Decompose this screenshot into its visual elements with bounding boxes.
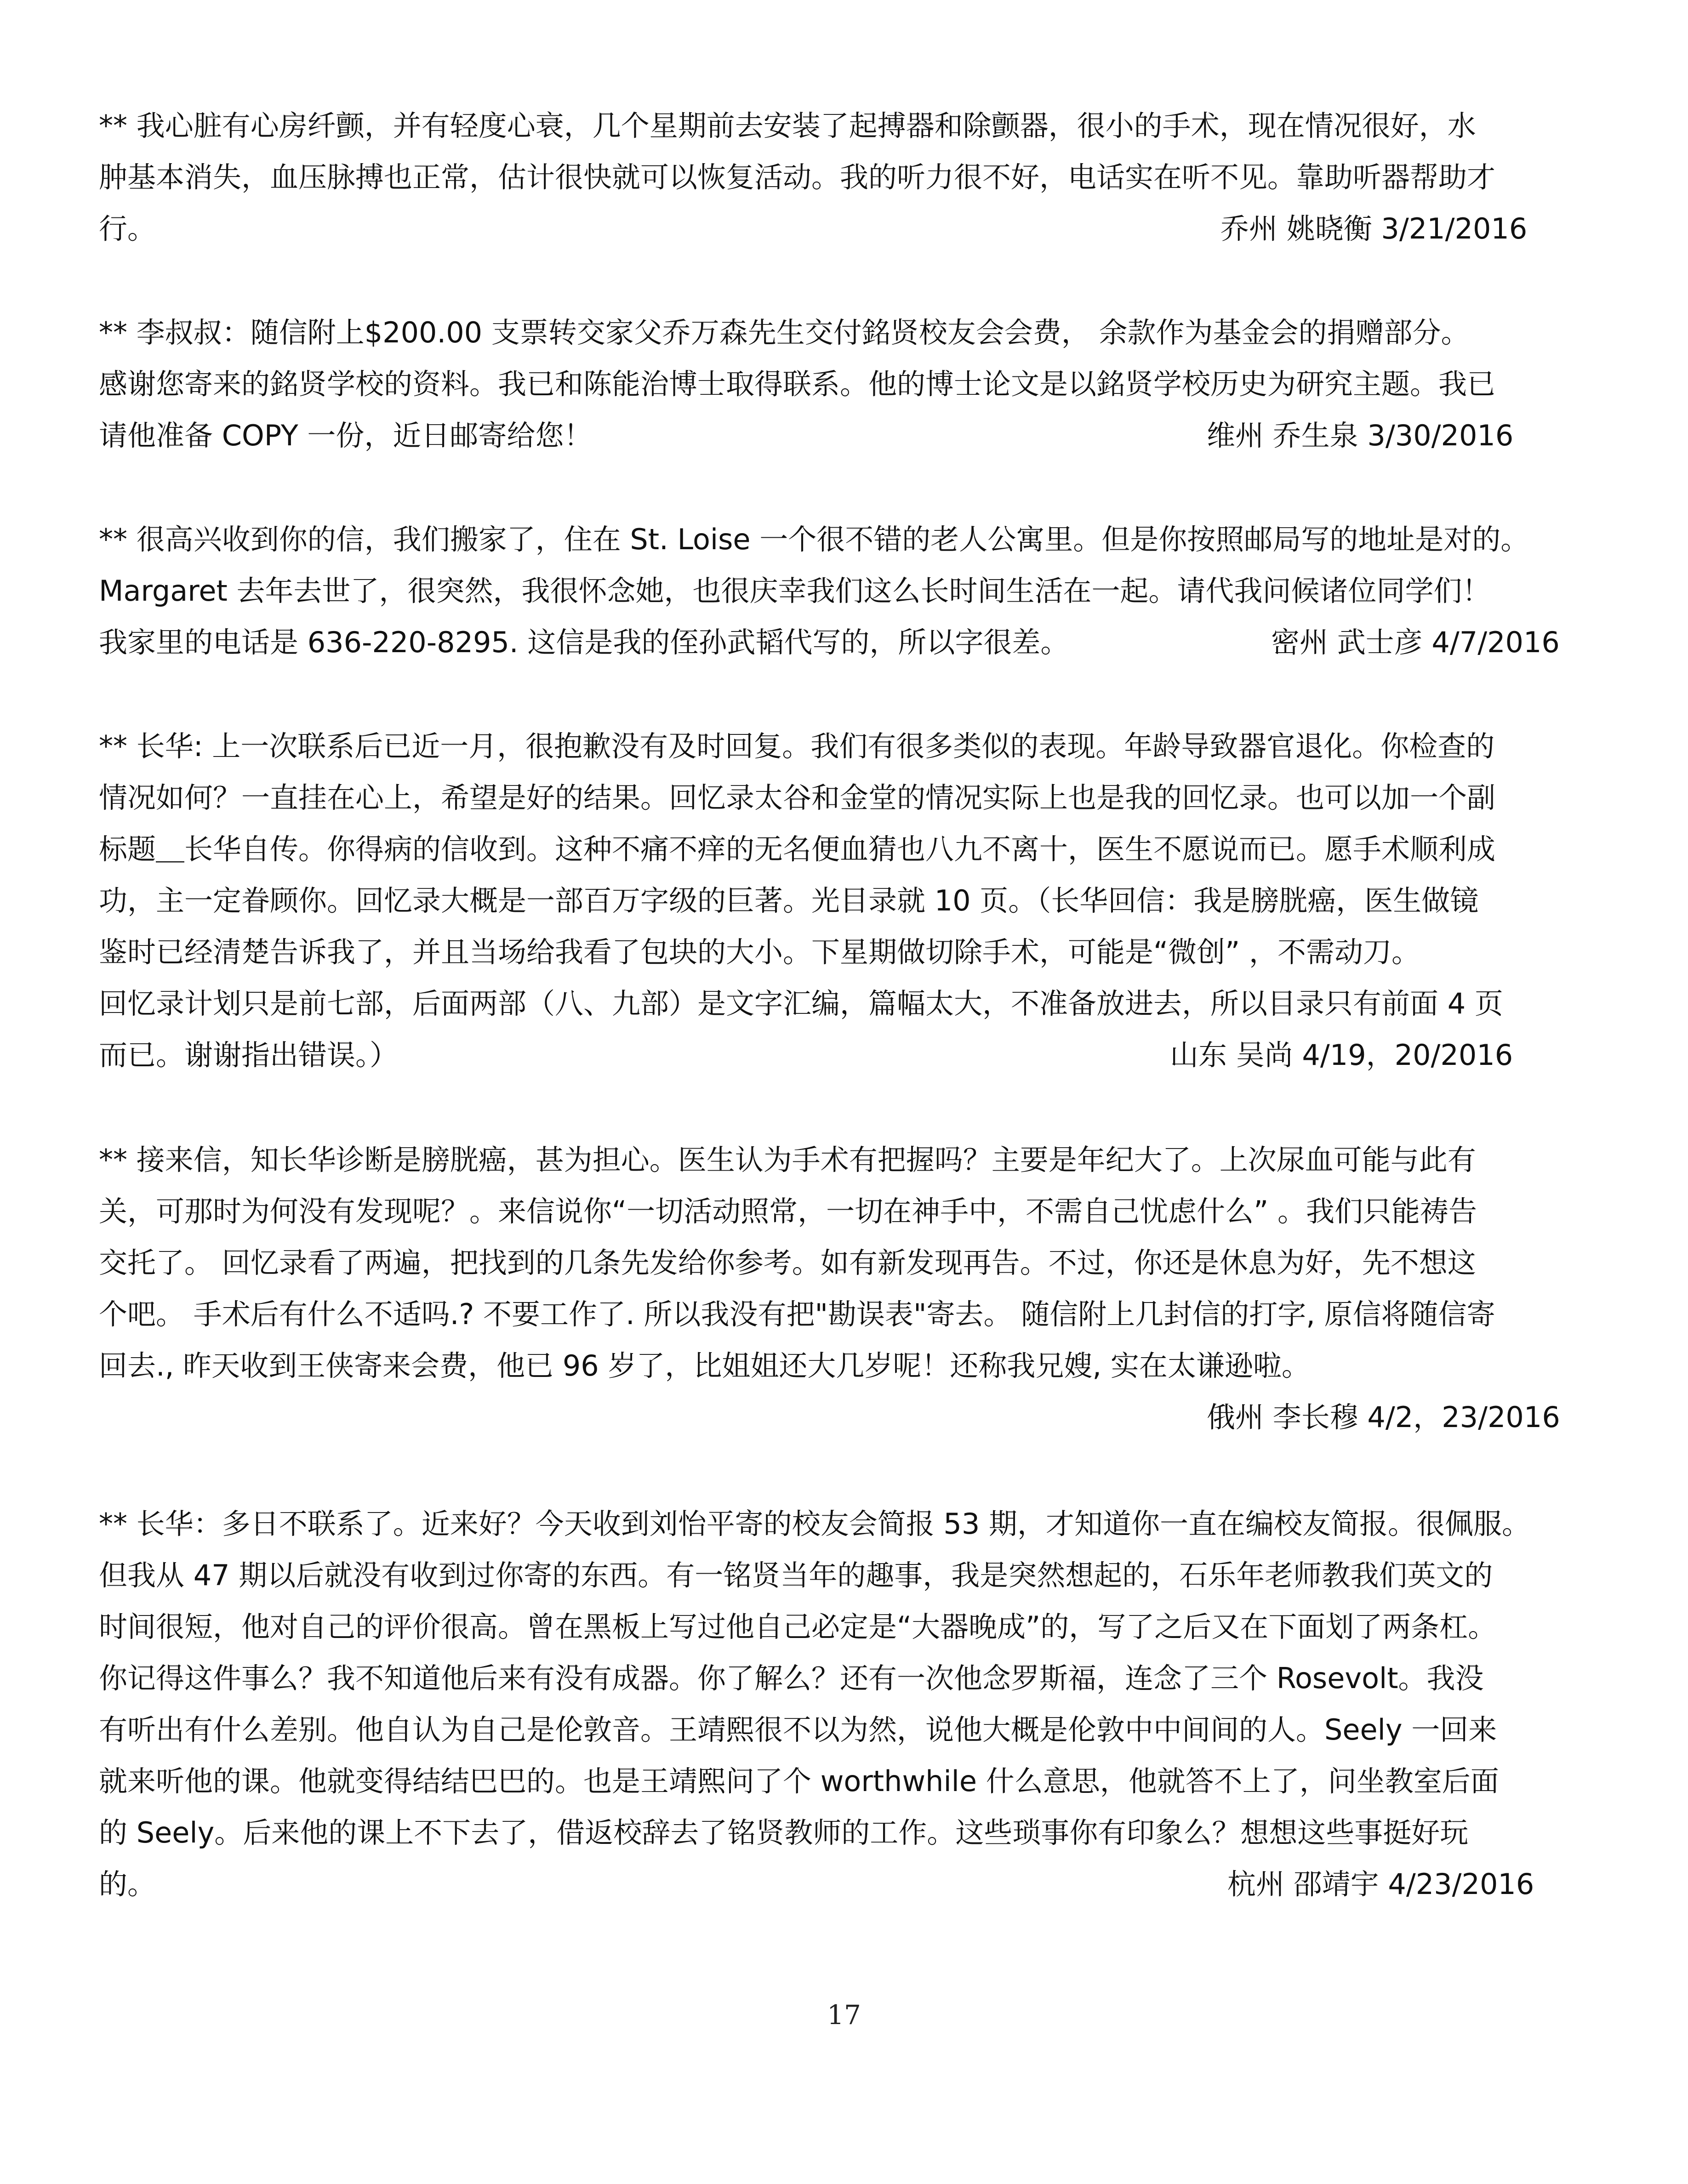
letter-line: 你记得这件事么？我不知道他后来有没有成器。你了解么？还有一次他念罗斯福，连念了三个 Rosevolt。我没 bbox=[99, 1661, 1484, 1695]
letter-line: 就来听他的课。他就变得结结巴巴的。也是王靖熙问了个 worthwhile 什么意思，他就答不上了，问坐教室后面 bbox=[99, 1764, 1499, 1798]
letter-signature: 维州 乔生泉 3/30/2016 bbox=[1207, 419, 1514, 452]
letter-line: 标题＿长华自传。你得病的信收到。这种不痛不痒的无名便血猜也八九不离十，医生不愿说而已。愿手术顺利成 bbox=[99, 832, 1496, 866]
letter-line: 而已。谢谢指出错误。） 山东 吴尚 4/19，20/2016 bbox=[99, 1029, 1611, 1081]
letter-line: 肿基本消失，血压脉搏也正常，估计很快就可以恢复活动。我的听力很不好，电话实在听不见。靠助听器帮助才 bbox=[99, 160, 1496, 194]
letter-line: 我家里的电话是 636-220-8295. 这信是我的侄孙武韬代写的，所以字很差。 密州 武士彦 4/7/2016 bbox=[99, 617, 1611, 668]
letter-line: ** 长华：多日不联系了。近来好？今天收到刘怡平寄的校友会简报 53 期，才知道你一直在编校友简报。很佩服。 bbox=[99, 1507, 1531, 1541]
letter-line: ** 很高兴收到你的信，我们搬家了，住在 St. Loise 一个很不错的老人公寓里。但是你按照邮局写的地址是对的。 bbox=[99, 523, 1529, 556]
letter-line: ** 我心脏有心房纤颤，并有轻度心衰，几个星期前去安装了起搏器和除颤器，很小的手术，现在情况很好，水 bbox=[99, 109, 1476, 142]
letter-line: 的。 杭州 邵靖宇 4/23/2016 bbox=[99, 1859, 1611, 1910]
letter-line: 交托了。 回忆录看了两遍，把找到的几条先发给你参考。如有新发现再告。不过，你还是休息为好，先不想这 bbox=[99, 1246, 1476, 1280]
letter-line: 时间很短，他对自己的评价很高。曾在黑板上写过他自己必定是“大器晚成”的，写了之后又在下面划了两条杠。 bbox=[99, 1610, 1497, 1644]
letter-line: Margaret 去年去世了，很突然，我很怀念她，也很庆幸我们这么长时间生活在一起。请代我问候诸位同学们！ bbox=[99, 574, 1491, 608]
letter-entry bbox=[99, 1498, 1611, 1910]
letter-entry bbox=[99, 721, 1611, 1081]
letter-line: 情况如何？一直挂在心上，希望是好的结果。回忆录太谷和金堂的情况实际上也是我的回忆录。也可以加一个副 bbox=[99, 781, 1496, 814]
letter-entry bbox=[99, 307, 1611, 461]
letter-line: ** 长华: 上一次联系后已近一月，很抱歉没有及时回复。我们有很多类似的表现。年龄导致器官退化。你检查的 bbox=[99, 729, 1495, 763]
letter-entry bbox=[99, 514, 1611, 668]
letter-signature: 乔州 姚晓衡 3/21/2016 bbox=[1220, 212, 1528, 245]
letter-signature-row bbox=[99, 1392, 1611, 1443]
letter-signature: 山东 吴尚 4/19，20/2016 bbox=[1170, 1038, 1513, 1072]
letter-signature: 杭州 邵靖宇 4/23/2016 bbox=[1227, 1867, 1534, 1901]
letter-line: 回忆录计划只是前七部，后面两部（八、九部）是文字汇编，篇幅太大，不准备放进去，所以目录只有前面 4 页 bbox=[99, 987, 1503, 1020]
letter-line: 感谢您寄来的銘贤学校的资料。我已和陈能治博士取得联系。他的博士论文是以銘贤学校历史为研究主题。我已 bbox=[99, 367, 1496, 401]
letter-line: 有听出有什么差别。他自认为自己是伦敦音。王靖熙很不以为然，说他大概是伦敦中中间间的人。Seely 一回来 bbox=[99, 1713, 1497, 1746]
letter-line: 但我从 47 期以后就没有收到过你寄的东西。有一铭贤当年的趣事，我是突然想起的，石乐年老师教我们英文的 bbox=[99, 1558, 1493, 1592]
letter-line: 个吧。 手术后有什么不适吗.? 不要工作了. 所以我没有把"勘误表"寄去。 随信附上几封信的打字, 原信将随信寄 bbox=[99, 1297, 1495, 1331]
letter-signature: 俄州 李长穆 4/2，23/2016 bbox=[1207, 1400, 1560, 1434]
letter-line: 回去., 昨天收到王侠寄来会费，他已 96 岁了，比姐姐还大几岁呢！还称我兄嫂, 实在太谦逊啦。 bbox=[99, 1349, 1310, 1382]
letter-line: 请他准备 COPY 一份，近日邮寄给您！ 维州 乔生泉 3/30/2016 bbox=[99, 410, 1611, 461]
letter-line: ** 接来信，知长华诊断是膀胱癌，甚为担心。医生认为手术有把握吗？主要是年纪大了。上次尿血可能与此有 bbox=[99, 1143, 1476, 1177]
letter-entry bbox=[99, 100, 1611, 255]
page-number: 17 bbox=[827, 1999, 861, 2030]
letter-entry bbox=[99, 1134, 1611, 1443]
letter-signature: 密州 武士彦 4/7/2016 bbox=[1271, 626, 1560, 659]
letter-line: 功，主一定眷顾你。回忆录大概是一部百万字级的巨著。光目录就 10 页。（长华回信：我是膀胱癌，医生做镜 bbox=[99, 884, 1479, 917]
letter-line: ** 李叔叔：随信附上$200.00 支票转交家父乔万森先生交付銘贤校友会会费， 余款作为基金会的捐赠部分。 bbox=[99, 316, 1470, 349]
letter-line: 的 Seely。后来他的课上不下去了，借返校辞去了铭贤教师的工作。这些琐事你有印象么？想想这些事挺好玩 bbox=[99, 1816, 1469, 1849]
letter-line: 关，可那时为何没有发现呢？。来信说你“一切活动照常，一切在神手中，不需自己忧虑什么” 。我们只能祷告 bbox=[99, 1194, 1477, 1228]
letter-line: 鉴时已经清楚告诉我了，并且当场给我看了包块的大小。下星期做切除手术，可能是“微创” ，不需动刀。 bbox=[99, 935, 1420, 969]
letter-line: 行。 乔州 姚晓衡 3/21/2016 bbox=[99, 203, 1611, 255]
